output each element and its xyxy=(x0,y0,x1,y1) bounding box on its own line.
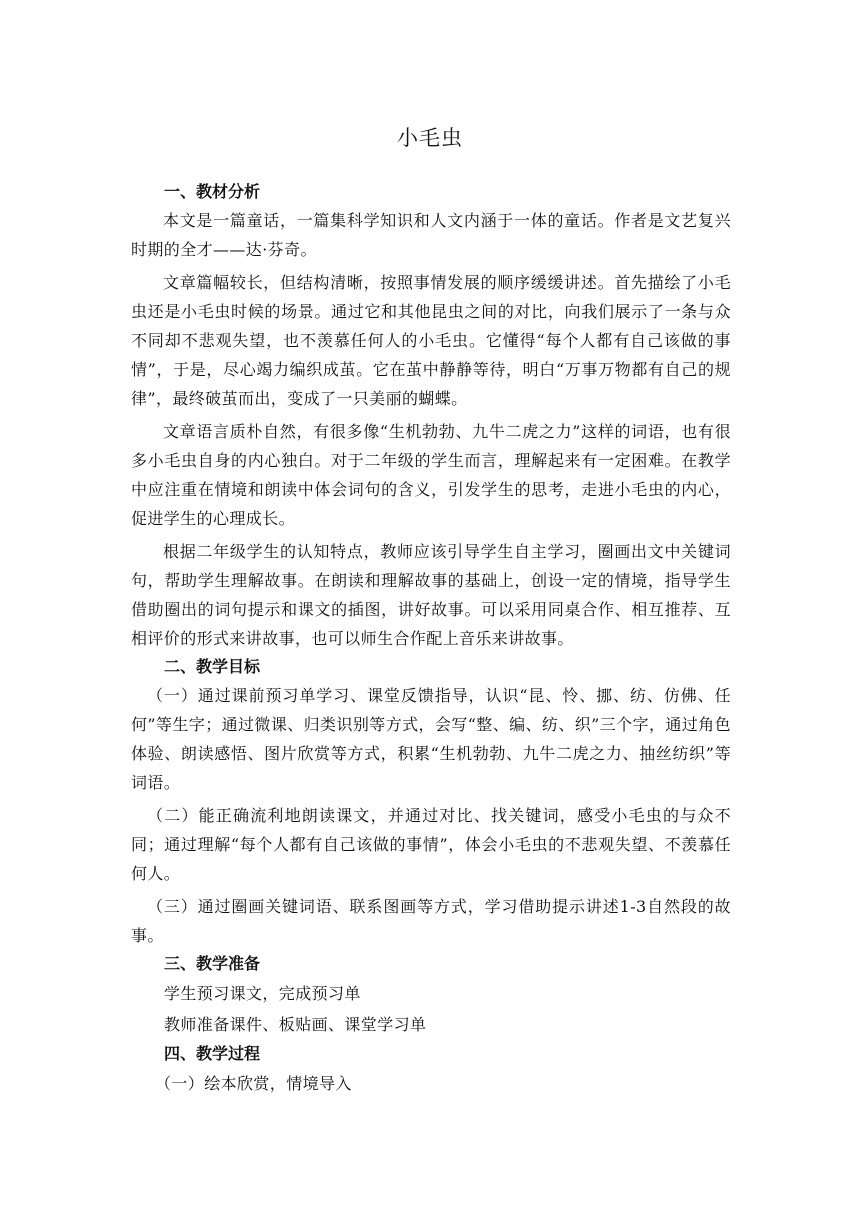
document-title: 小毛虫 xyxy=(397,126,463,150)
paragraph: 根据二年级学生的认知特点，教师应该引导学生自主学习，圈画出文中关键词句，帮助学生理解故事。在朗读和理解故事的基础上，创设一定的情境，指导学生借助圈出的词句提示和课文的插图，讲好故事。可以采用同桌合作、相互推荐、互相评价的形式来讲故事，也可以师生合作配上音乐来讲故事。 xyxy=(131,542,731,648)
section-heading-process: 四、教学过程 xyxy=(164,1044,261,1063)
paragraph: （二）能正确流利地朗读课文，并通过对比、找关键词，感受小毛虫的与众不同；通过理解“每个人都有自己该做的事情”，体会小毛虫的不悲观失望、不羡慕任何人。 xyxy=(131,806,731,883)
paragraph: （一）通过课前预习单学习、课堂反馈指导，认识“昆、怜、挪、纺、仿佛、任何”等生字；通过微课、归类识别等方式，会写“整、编、纺、织”三个字，通过角色体验、朗读感悟、图片欣赏等方式，积累“生机勃勃、九牛二虎之力、抽丝纺织”等词语。 xyxy=(131,686,731,792)
text-line: （一）绘本欣赏，情境导入 xyxy=(155,1074,352,1093)
paragraph: 文章语言质朴自然，有很多像“生机勃勃、九牛二虎之力”这样的词语，也有很多小毛虫自身的内心独白。对于二年级的学生而言，理解起来有一定困难。在教学中应注重在情境和朗读中体会词句的含义，引发学生的思考，走进小毛虫的内心，促进学生的心理成长。 xyxy=(131,422,731,528)
paragraph: （三）通过圈画关键词语、联系图画等方式，学习借助提示讲述1-3自然段的故事。 xyxy=(131,897,731,945)
document-body xyxy=(131,178,731,1099)
paragraph: 本文是一篇童话，一篇集科学知识和人文内涵于一体的童话。作者是文艺复兴时期的全才——达·芬奇。 xyxy=(131,211,731,259)
text-line: 教师准备课件、板贴画、课堂学习单 xyxy=(164,1015,427,1034)
paragraph: 文章篇幅较长，但结构清晰，按照事情发展的顺序缓缓讲述。首先描绘了小毛虫还是小毛虫时候的场景。通过它和其他昆虫之间的对比，向我们展示了一条与众不同却不悲观失望，也不羡慕任何人的小毛虫。它懂得“每个人都有自己该做的事情”，于是，尽心竭力编织成茧。它在茧中静静等待，明白“万事万物都有自己的规律”，最终破茧而出，变成了一只美丽的蝴蝶。 xyxy=(131,273,731,408)
section-heading-goals: 二、教学目标 xyxy=(164,657,261,676)
section-heading-preparation: 三、教学准备 xyxy=(164,954,261,973)
text-line: 学生预习课文，完成预习单 xyxy=(164,984,361,1003)
section-heading-analysis: 一、教材分析 xyxy=(164,182,261,201)
